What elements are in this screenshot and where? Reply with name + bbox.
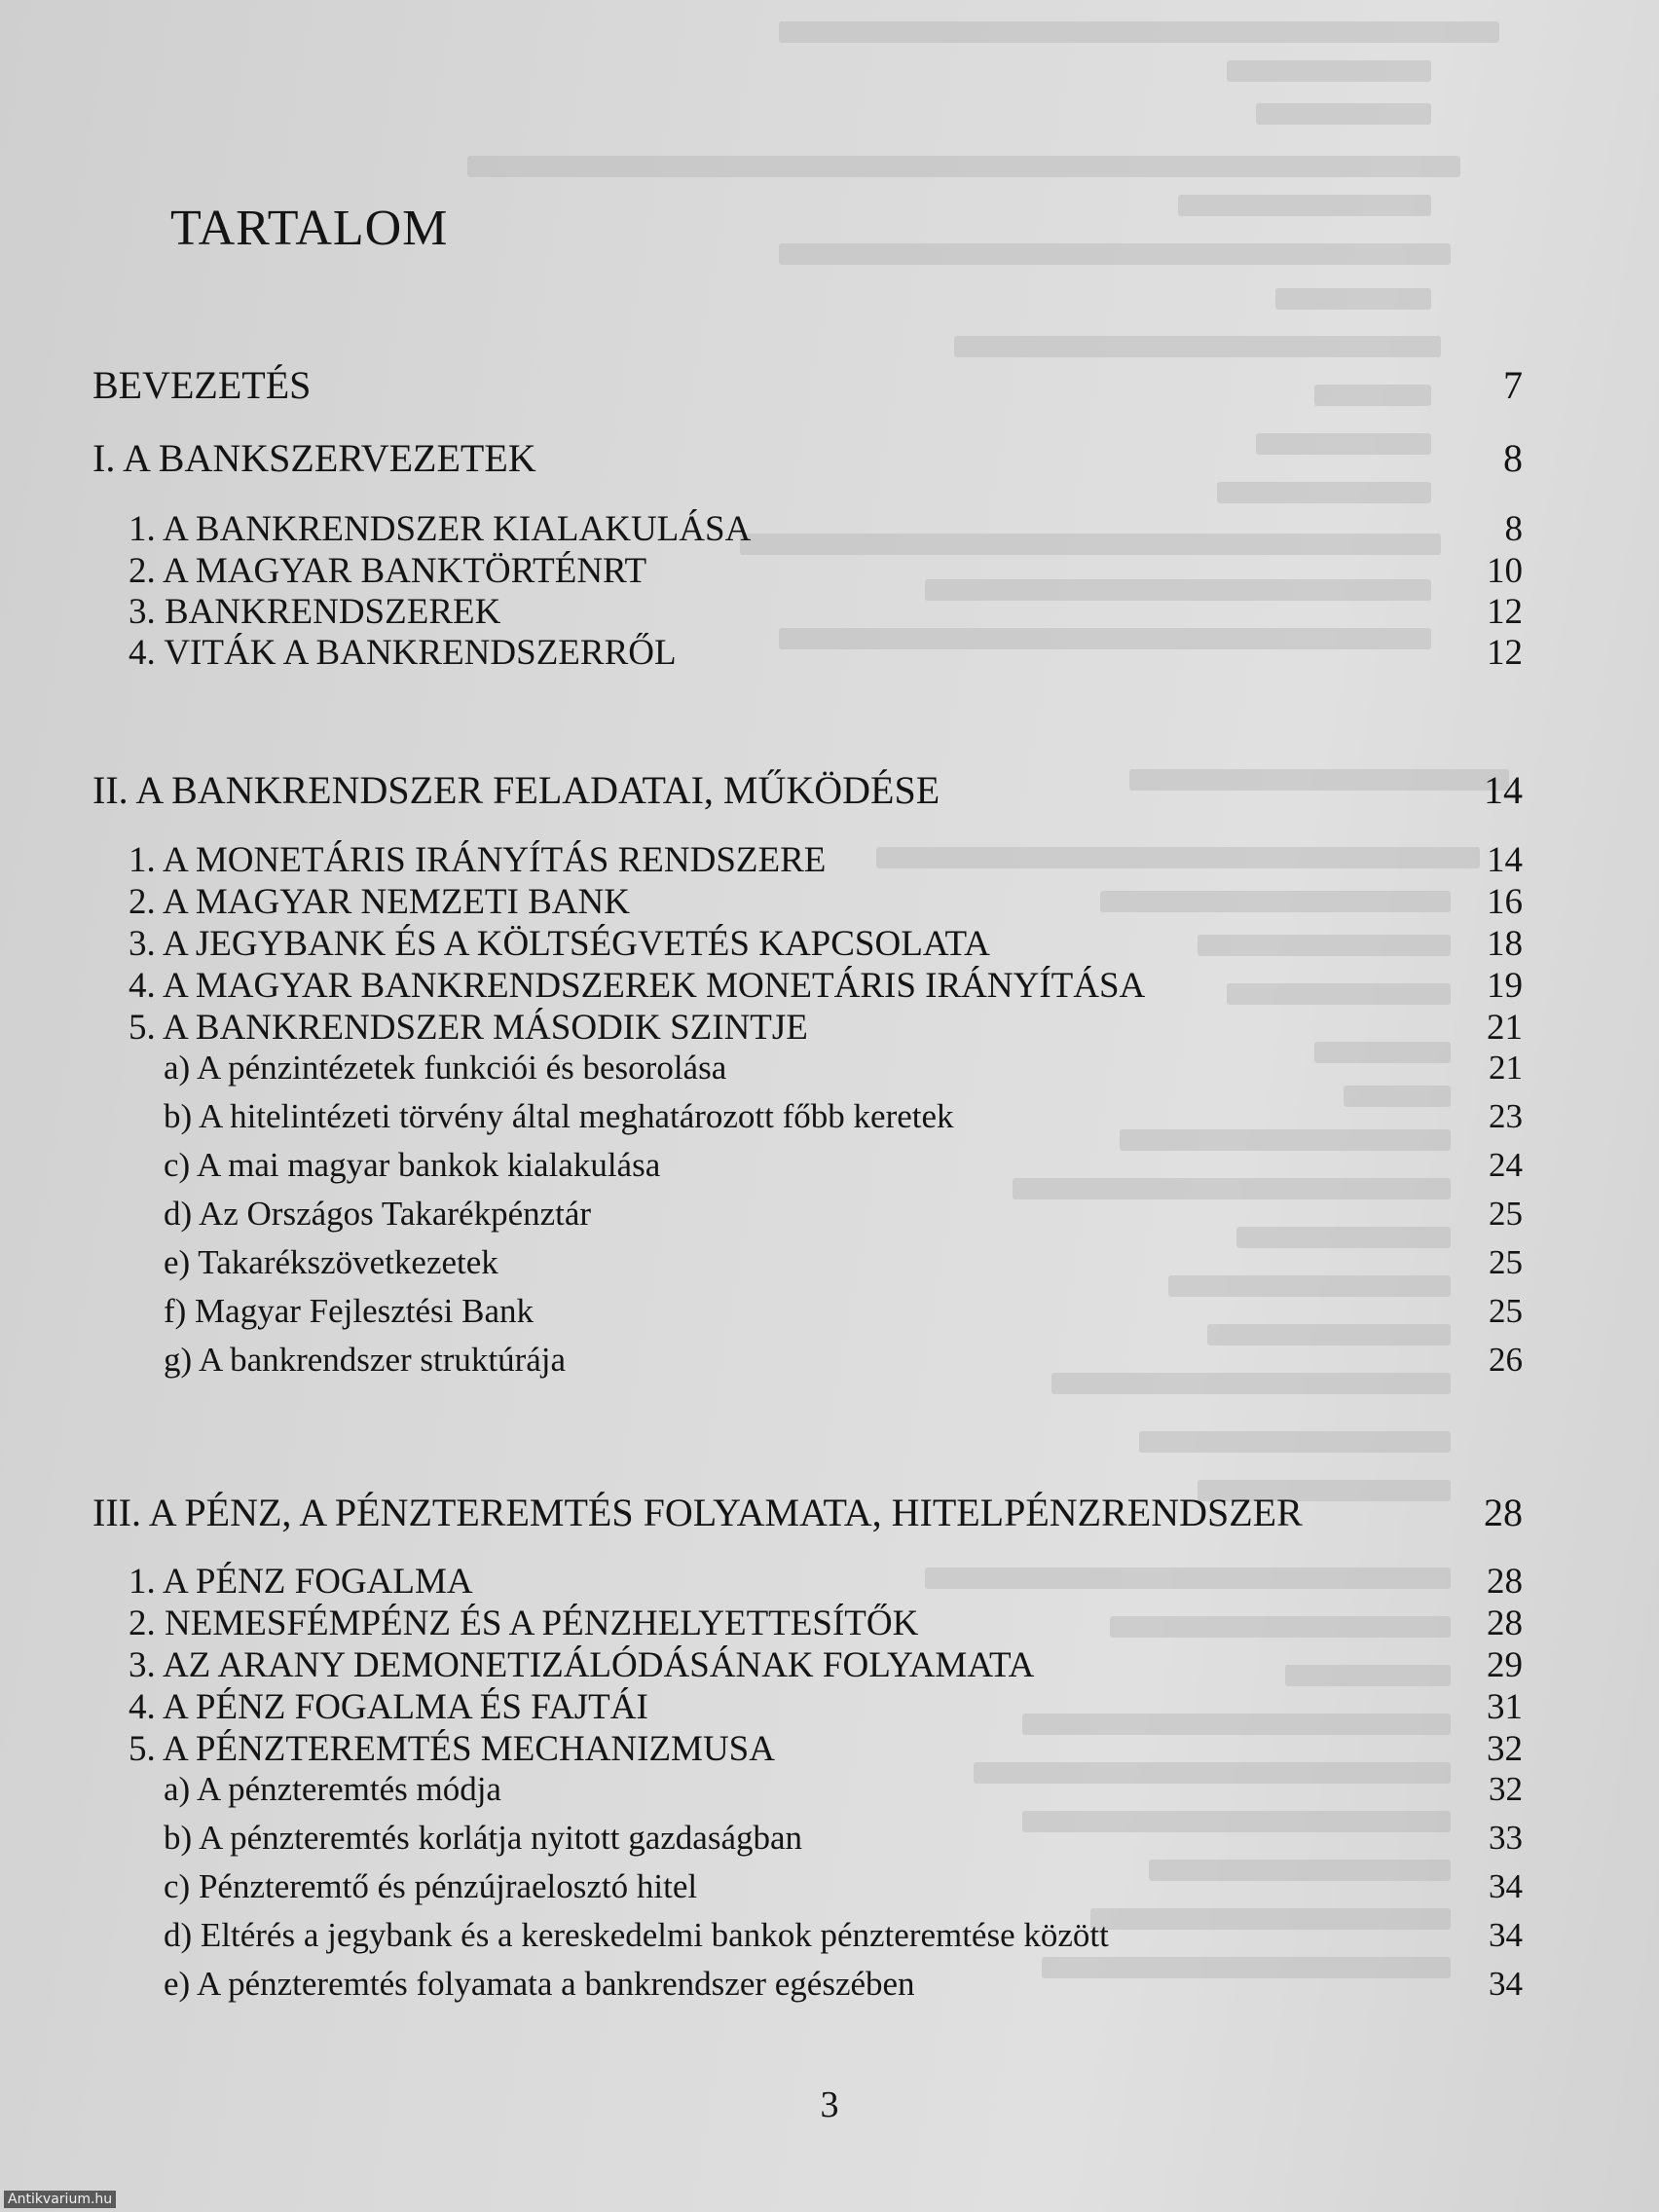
toc-entry-title: d) Eltérés a jegybank és a kereskedelmi bankok pénzteremtése között bbox=[164, 1916, 1109, 1954]
toc-entry bbox=[0, 1644, 1659, 1687]
toc-entry bbox=[0, 362, 1659, 405]
toc-entry bbox=[0, 1243, 1659, 1286]
toc-entry bbox=[0, 1292, 1659, 1335]
toc-entry-title: c) A mai magyar bankok kialakulása bbox=[164, 1146, 661, 1184]
toc-entry-title: 1. A PÉNZ FOGALMA bbox=[129, 1562, 473, 1602]
toc-entry-title: a) A pénzintézetek funkciói és besorolása bbox=[164, 1049, 727, 1087]
toc-entry-title: c) Pénzteremtő és pénzújraelosztó hitel bbox=[164, 1867, 698, 1905]
toc-entry-title: 1. A BANKRENDSZER KIALAKULÁSA bbox=[129, 509, 752, 549]
toc-entry-title: I. A BANKSZERVEZETEK bbox=[92, 436, 536, 480]
toc-entry bbox=[0, 1146, 1659, 1189]
toc-entry bbox=[0, 1097, 1659, 1140]
toc-entry-page: 25 bbox=[1489, 1195, 1523, 1233]
toc-entry bbox=[0, 767, 1659, 810]
toc-entry bbox=[0, 1195, 1659, 1237]
toc-entry-page: 32 bbox=[1489, 1770, 1523, 1808]
watermark: Antikvarium.hu bbox=[4, 2191, 116, 2208]
toc-entry bbox=[0, 1341, 1659, 1383]
toc-entry bbox=[0, 965, 1659, 1008]
toc-entry-page: 28 bbox=[1487, 1562, 1523, 1602]
toc-entry-title: 4. A MAGYAR BANKRENDSZEREK MONETÁRIS IRÁNYÍTÁSA bbox=[129, 966, 1146, 1006]
toc-entry-page: 12 bbox=[1487, 633, 1523, 673]
toc-entry bbox=[0, 1916, 1659, 1959]
toc-entry bbox=[0, 881, 1659, 924]
toc-entry-page: 31 bbox=[1487, 1687, 1523, 1727]
toc-entry bbox=[0, 1867, 1659, 1910]
toc-entry-page: 14 bbox=[1484, 768, 1523, 812]
toc-entry-page: 14 bbox=[1487, 840, 1523, 880]
toc-entry-page: 26 bbox=[1489, 1341, 1523, 1379]
toc-entry-title: 4. VITÁK A BANKRENDSZERRŐL bbox=[129, 633, 677, 673]
toc-entry bbox=[0, 1049, 1659, 1091]
toc-entry-title: BEVEZETÉS bbox=[92, 363, 312, 407]
toc-entry-title: II. A BANKRENDSZER FELADATAI, MŰKÖDÉSE bbox=[92, 768, 940, 812]
toc-entry bbox=[0, 1770, 1659, 1813]
toc-entry-page: 29 bbox=[1487, 1645, 1523, 1685]
toc-entry-title: 5. A BANKRENDSZER MÁSODIK SZINTJE bbox=[129, 1008, 808, 1048]
toc-entry-page: 16 bbox=[1487, 882, 1523, 922]
toc-entry-title: 5. A PÉNZTEREMTÉS MECHANIZMUSA bbox=[129, 1729, 775, 1769]
toc-entry-title: e) A pénzteremtés folyamata a bankrendszer egészében bbox=[164, 1965, 915, 2003]
toc-entry bbox=[0, 839, 1659, 882]
toc-entry-page: 24 bbox=[1489, 1146, 1523, 1184]
toc-entry-page: 28 bbox=[1484, 1491, 1523, 1534]
toc-entry-page: 34 bbox=[1489, 1867, 1523, 1905]
toc-entry-title: a) A pénzteremtés módja bbox=[164, 1770, 501, 1808]
toc-entry-title: III. A PÉNZ, A PÉNZTEREMTÉS FOLYAMATA, HITELPÉNZRENDSZER bbox=[92, 1491, 1303, 1534]
toc-entry-title: b) A hitelintézeti törvény által meghatározott főbb keretek bbox=[164, 1097, 954, 1135]
toc-entry-title: 3. BANKRENDSZEREK bbox=[129, 592, 501, 632]
toc-entry-page: 8 bbox=[1504, 509, 1523, 549]
toc-entry-page: 21 bbox=[1487, 1008, 1523, 1048]
toc-entry bbox=[0, 1686, 1659, 1729]
toc-entry bbox=[0, 1965, 1659, 2008]
toc-entry bbox=[0, 435, 1659, 478]
toc-entry-page: 25 bbox=[1489, 1243, 1523, 1281]
page-number: 3 bbox=[820, 2084, 839, 2125]
toc-entry-page: 33 bbox=[1489, 1819, 1523, 1857]
toc-entry bbox=[0, 632, 1659, 675]
toc-entry bbox=[0, 550, 1659, 593]
toc-entry-page: 10 bbox=[1487, 551, 1523, 591]
toc-entry-page: 25 bbox=[1489, 1292, 1523, 1330]
toc-entry-page: 34 bbox=[1489, 1916, 1523, 1954]
toc-entry bbox=[0, 1819, 1659, 1862]
toc-entry-page: 19 bbox=[1487, 966, 1523, 1006]
toc-entry bbox=[0, 1007, 1659, 1050]
toc-entry bbox=[0, 591, 1659, 634]
toc-entry-title: 4. A PÉNZ FOGALMA ÉS FAJTÁI bbox=[129, 1687, 648, 1727]
toc-entry-page: 21 bbox=[1489, 1049, 1523, 1087]
toc-entry bbox=[0, 1603, 1659, 1645]
toc-entry-title: e) Takarékszövetkezetek bbox=[164, 1243, 498, 1281]
page-title: TARTALOM bbox=[170, 201, 449, 256]
toc-entry-page: 18 bbox=[1487, 924, 1523, 964]
toc-entry-title: f) Magyar Fejlesztési Bank bbox=[164, 1292, 535, 1330]
toc-entry-title: 2. NEMESFÉMPÉNZ ÉS A PÉNZHELYETTESÍTŐK bbox=[129, 1604, 919, 1643]
toc-entry bbox=[0, 923, 1659, 966]
toc-entry-page: 8 bbox=[1503, 436, 1523, 480]
toc-entry bbox=[0, 1728, 1659, 1771]
toc-entry-title: 3. A JEGYBANK ÉS A KÖLTSÉGVETÉS KAPCSOLATA bbox=[129, 924, 990, 964]
toc-entry-page: 12 bbox=[1487, 592, 1523, 632]
toc-entry-page: 34 bbox=[1489, 1965, 1523, 2003]
toc-entry-title: g) A bankrendszer struktúrája bbox=[164, 1341, 567, 1379]
toc-entry-title: 2. A MAGYAR BANKTÖRTÉNRT bbox=[129, 551, 647, 591]
toc-entry bbox=[0, 508, 1659, 551]
toc-entry-title: d) Az Országos Takarékpénztár bbox=[164, 1195, 592, 1233]
toc-entry-page: 7 bbox=[1503, 363, 1523, 407]
toc-entry-title: 1. A MONETÁRIS IRÁNYÍTÁS RENDSZERE bbox=[129, 840, 827, 880]
toc-entry-title: b) A pénzteremtés korlátja nyitott gazdaságban bbox=[164, 1819, 803, 1857]
toc-entry-page: 23 bbox=[1489, 1097, 1523, 1135]
toc-entry-title: 3. AZ ARANY DEMONETIZÁLÓDÁSÁNAK FOLYAMATA bbox=[129, 1645, 1035, 1685]
toc-entry bbox=[0, 1490, 1659, 1532]
toc-entry-page: 32 bbox=[1487, 1729, 1523, 1769]
toc-entry bbox=[0, 1561, 1659, 1604]
toc-entry-page: 28 bbox=[1487, 1604, 1523, 1643]
toc-entry-title: 2. A MAGYAR NEMZETI BANK bbox=[129, 882, 630, 922]
